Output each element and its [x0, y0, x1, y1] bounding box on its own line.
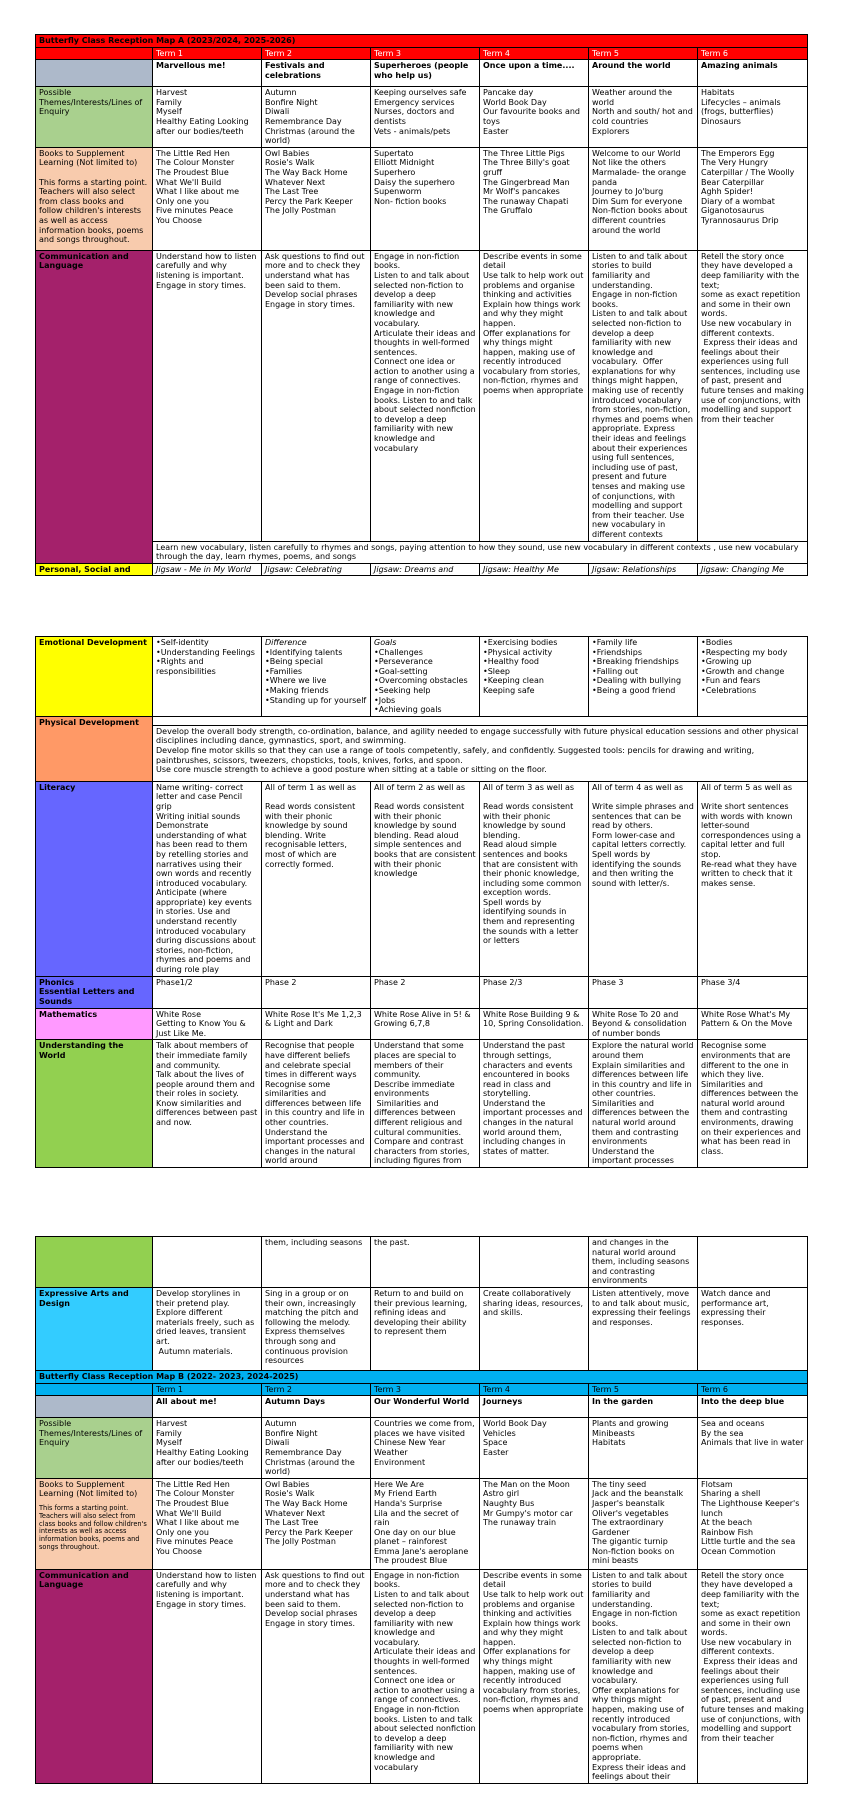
- utw-cont-cell: the past.: [371, 1237, 480, 1288]
- interests-cell: Pancake day World Book Day Our favourite books and toys Easter: [480, 87, 589, 148]
- theme-2: Festivals and celebrations: [262, 60, 371, 87]
- emotional-cell: [371, 637, 480, 717]
- list-item: • Celebrations: [701, 686, 804, 696]
- communication-cell: Retell the story once they have developed a deep familiarity with the text; some as exact repetition and some in their own words. Use new vocabulary in different contexts. Express their ideas and feelings about their experiences using full sentences, including use of past, present and future tenses and making use of conjunctions, with modelling and support from their teacher: [698, 1569, 808, 1783]
- books-cell: Welcome to our World Not like the others Marmalade- the orange panda Journey to Jo'burg Dim Sum for everyone Non-fiction books about different countries around the world: [589, 147, 698, 250]
- literacy-label: Literacy: [36, 781, 153, 976]
- utw-cont-cell: [153, 1237, 262, 1288]
- emotional-cell: [262, 637, 371, 717]
- books-cell: Flotsam Sharing a shell The Lighthouse Keeper's lunch At the beach Rainbow Fish Little turtle and the sea Ocean Commotion: [698, 1478, 808, 1569]
- books-cell: The tiny seed Jack and the beanstalk Jasper's beanstalk Oliver's vegetables The extraordinary Gardener The gigantic turnip Non-fiction books on mini beasts: [589, 1478, 698, 1569]
- pse-cell: Jigsaw: Celebrating: [262, 563, 371, 576]
- books-cell: Owl Babies Rosie's Walk The Way Back Home Whatever Next The Last Tree Percy the Park Keeper The Jolly Postman: [262, 1478, 371, 1569]
- list-item: • Family life: [592, 638, 694, 648]
- list-item: • Growing up: [701, 657, 804, 667]
- books-cell: Owl Babies Rosie's Walk The Way Back Home Whatever Next The Last Tree Percy the Park Keeper The Jolly Postman: [262, 147, 371, 250]
- communication-cell: Listen to and talk about stories to build familiarity and understanding. Engage in non-fiction books. Listen to and talk about selected non-fiction to develop a deep familiarity with new knowledge and vocabulary. Offer explanations for why things might happen, making use of recently introduced vocabulary from stories, non-fiction, rhymes and poems when appropriate. Express their ideas and feelings about their experiences using full sentences, including use of past, present and future tenses and making use of conjunctions, with modelling and support from their teacher. Use new vocabulary in different contexts: [589, 250, 698, 541]
- term-5: Term 5: [589, 47, 698, 60]
- interests-cell: Autumn Bonfire Night Diwali Remembrance Day Christmas (around the world): [262, 87, 371, 148]
- maths-cell: White Rose Getting to Know You & Just Like Me.: [153, 1008, 262, 1040]
- books-cell: The Little Red Hen The Colour Monster The Proudest Blue What We'll Build What I like about me Only one you Five minutes Peace You Choose: [153, 147, 262, 250]
- list-item: • Self-identity: [156, 638, 258, 648]
- utw-label: Understanding the World: [36, 1040, 153, 1168]
- pse-cell: Jigsaw: Relationships: [589, 563, 698, 576]
- list-item: • Friendships: [592, 648, 694, 658]
- list-item: • Exercising bodies: [483, 638, 585, 648]
- term-6: Term 6: [698, 47, 808, 60]
- list-item: • Falling out: [592, 667, 694, 677]
- list-item: • Dealing with bullying: [592, 676, 694, 686]
- theme-1: All about me!: [153, 1396, 262, 1418]
- emotional-heading: Goals: [374, 638, 397, 647]
- maths-cell: White Rose To 20 and Beyond & consolidation of number bonds: [589, 1008, 698, 1040]
- theme-corner: [36, 60, 153, 87]
- list-item: • Being special: [265, 657, 367, 667]
- list-item: • Perseverance: [374, 657, 476, 667]
- list-item: • Achieving goals: [374, 705, 476, 715]
- emotional-cell: [480, 637, 589, 717]
- maths-label: Mathematics: [36, 1008, 153, 1040]
- phonics-cell: Phase 3/4: [698, 976, 808, 1008]
- ead-cell: Develop storylines in their pretend play. Explore different materials freely, such as dried leaves, transient art. Autumn materials.: [153, 1287, 262, 1370]
- books-label: Books to Supplement Learning (Not limited to) This forms a starting point. Teachers will also select from class books and follow children's interests as well as access information books, poems and songs throughout.: [36, 147, 153, 250]
- interests-cell: Weather around the world North and south/ hot and cold countries Explorers: [589, 87, 698, 148]
- maths-cell: White Rose Alive in 5! & Growing 6,7,8: [371, 1008, 480, 1040]
- phonics-label: Phonics Essential Letters and Sounds: [36, 976, 153, 1008]
- term-1: Term 1: [153, 47, 262, 60]
- list-item: • Fun and fears: [701, 676, 804, 686]
- physical-label: Physical Development: [36, 716, 153, 781]
- literacy-cell: Name writing- correct letter and case Pencil grip Writing initial sounds Demonstrate understanding of what has been read to them by retelling stories and narratives using their own words and recently introduced vocabulary. Anticipate (where appropriate) key events in stories. Use and understand recently introduced vocabulary during discussions about stories, non-fiction, rhymes and poems and during role play: [153, 781, 262, 976]
- communication-cell: Ask questions to find out more and to check they understand what has been said to them. Develop social phrases Engage in story times.: [262, 1569, 371, 1783]
- literacy-cell: All of term 4 as well as Write simple phrases and sentences that can be read by others. Form lower-case and capital letters correctly. Spell words by identifying the sounds and then writing the sound with letter/s.: [589, 781, 698, 976]
- books-cell: The Emperors Egg The Very Hungry Caterpillar / The Woolly Bear Caterpillar Aghh Spider! Diary of a wombat Giganotosaurus Tyrannosaurus Drip: [698, 147, 808, 250]
- list-item: • Understanding Feelings: [156, 648, 258, 658]
- list-item: • Being a good friend: [592, 686, 694, 696]
- interests-cell: Harvest Family Myself Healthy Eating Looking after our bodies/teeth: [153, 1418, 262, 1479]
- communication-footer: Learn new vocabulary, listen carefully to rhymes and songs, paying attention to how they sound, use new vocabulary in different contexts , use new vocabulary through the day, learn rhymes, poems, and songs: [153, 541, 808, 563]
- list-item: • Identifying talents: [265, 648, 367, 658]
- term-3: Term 3: [371, 47, 480, 60]
- theme-3: Our Wonderful World: [371, 1396, 480, 1418]
- term-corner: [36, 47, 153, 60]
- interests-cell: Sea and oceans By the sea Animals that live in water: [698, 1418, 808, 1479]
- interests-cell: Countries we come from, places we have visited Chinese New Year Weather Environment: [371, 1418, 480, 1479]
- communication-cell: Retell the story once they have developed a deep familiarity with the text; some as exact repetition and some in their own words. Use new vocabulary in different contexts. Express their ideas and feelings about their experiences using full sentences, including use of past, present and future tenses and making use of conjunctions, with modelling and support from their teacher: [698, 250, 808, 541]
- emotional-cell: [698, 637, 808, 717]
- communication-cell: Describe events in some detail Use talk to help work out problems and organise thinking and activities Explain how things work and why they might happen. Offer explanations for why things might happen, making use of recently introduced vocabulary from stories, non-fiction, rhymes and poems when appropriate: [480, 250, 589, 541]
- utw-cont-cell: [698, 1237, 808, 1288]
- list-item: • Overcoming obstacles: [374, 676, 476, 686]
- term-5: Term 5: [589, 1383, 698, 1396]
- map-a-title: Butterfly Class Reception Map A (2023/2024, 2025-2026): [36, 35, 808, 48]
- interests-cell: Habitats Lifecycles – animals (frogs, butterflies) Dinosaurs: [698, 87, 808, 148]
- books-label-note: This forms a starting point. Teachers will also select from class books and follow children's interests as well as access information books, poems and songs throughout.: [39, 1503, 147, 1551]
- emotional-cell: [589, 637, 698, 717]
- pse-cell: Jigsaw: Changing Me: [698, 563, 808, 576]
- phonics-cell: Phase 2/3: [480, 976, 589, 1008]
- communication-label: Communication and Language: [36, 250, 153, 563]
- books-label: [36, 1478, 153, 1569]
- literacy-cell: All of term 3 as well as Read words consistent with their phonic knowledge by sound blending. Read aloud simple sentences and books that are consistent with their phonic knowledge, including some common exception words. Spell words by identifying sounds in them and representing the sounds with a letter or letters: [480, 781, 589, 976]
- interests-label: Possible Themes/Interests/Lines of Enquiry: [36, 1418, 153, 1479]
- emotional-cell: [153, 637, 262, 717]
- pse-label: Personal, Social and: [36, 563, 153, 576]
- communication-label: Communication and Language: [36, 1569, 153, 1783]
- list-item: • Sleep: [483, 667, 585, 677]
- theme-6: Into the deep blue: [698, 1396, 808, 1418]
- utw-cell: Explore the natural world around them Explain similarities and differences between life in this country and life in other countries. Similarities and differences between the natural world around them and contrasting environments Understand the important processes: [589, 1040, 698, 1168]
- books-cell: The Little Red Hen The Colour Monster The Proudest Blue What We'll Build What I like about me Only one you Five minutes Peace You Choose: [153, 1478, 262, 1569]
- communication-cell: Ask questions to find out more and to check they understand what has been said to them. Develop social phrases Engage in story times.: [262, 250, 371, 541]
- list-item: • Growth and change: [701, 667, 804, 677]
- ead-cell: Watch dance and performance art, expressing their responses.: [698, 1287, 808, 1370]
- books-label-title: Books to Supplement Learning (Not limited to): [39, 1479, 138, 1499]
- interests-cell: Plants and growing Minibeasts Habitats: [589, 1418, 698, 1479]
- map-a-table: [35, 34, 808, 576]
- books-cell: The Three Little Pigs The Three Billy's goat gruff The Gingerbread Man Mr Wolf's pancakes The runaway Chapati The Gruffalo: [480, 147, 589, 250]
- theme-3: Superheroes (people who help us): [371, 60, 480, 87]
- map-a-table-cont: [35, 636, 808, 1168]
- utw-cont-cell: them, including seasons: [262, 1237, 371, 1288]
- communication-cell: Understand how to listen carefully and why listening is important. Engage in story times.: [153, 1569, 262, 1783]
- maths-cell: White Rose What's My Pattern & On the Move: [698, 1008, 808, 1040]
- utw-cont-cell: and changes in the natural world around them, including seasons and contrasting environments: [589, 1237, 698, 1288]
- phonics-cell: Phase 2: [371, 976, 480, 1008]
- emotional-label: Emotional Development: [36, 637, 153, 717]
- ead-label: Expressive Arts and Design: [36, 1287, 153, 1370]
- interests-cell: Keeping ourselves safe Emergency services Nurses, doctors and dentists Vets - animals/pets: [371, 87, 480, 148]
- term-2: Term 2: [262, 1383, 371, 1396]
- utw-cell: Talk about members of their immediate family and community. Talk about the lives of people around them and their roles in society. Know similarities and differences between past and now.: [153, 1040, 262, 1168]
- phonics-cell: Phase 3: [589, 976, 698, 1008]
- term-1: Term 1: [153, 1383, 262, 1396]
- ead-cell: Create collaboratively sharing ideas, resources, and skills.: [480, 1287, 589, 1370]
- books-cell: The Man on the Moon Astro girl Naughty Bus Mr Gumpy's motor car The runaway train: [480, 1478, 589, 1569]
- list-item: • Bodies: [701, 638, 804, 648]
- literacy-cell: All of term 5 as well as Write short sentences with words with known letter-sound correspondences using a capital letter and full stop. Re-read what they have written to check that it makes sense.: [698, 781, 808, 976]
- utw-cell: Recognise some environments that are different to the one in which they live. Similarities and differences between the natural world around them and contrasting environments, drawing on their experiences and what has been read in class.: [698, 1040, 808, 1168]
- theme-corner: [36, 1396, 153, 1418]
- utw-cell: Understand the past through settings, characters and events encountered in books read in class and storytelling. Understand the important processes and changes in the natural world around them, including changes in states of matter.: [480, 1040, 589, 1168]
- term-3: Term 3: [371, 1383, 480, 1396]
- utw-label-cont: [36, 1237, 153, 1288]
- list-item: • Keeping clean: [483, 676, 585, 686]
- list-item: • Rights and responsibilities: [156, 657, 258, 676]
- map-b-title: Butterfly Class Reception Map B (2022- 2023, 2024-2025): [36, 1370, 808, 1383]
- physical-spacer: [153, 716, 808, 725]
- theme-6: Amazing animals: [698, 60, 808, 87]
- ead-cell: Return to and build on their previous learning, refining ideas and developing their ability to represent them: [371, 1287, 480, 1370]
- utw-cont-cell: [480, 1237, 589, 1288]
- theme-4: Journeys: [480, 1396, 589, 1418]
- theme-5: In the garden: [589, 1396, 698, 1418]
- emotional-extra: Keeping safe: [483, 685, 535, 695]
- communication-cell: Engage in non-fiction books. Listen to and talk about selected non-fiction to develop a deep familiarity with new knowledge and vocabulary. Articulate their ideas and thoughts in well-formed sentences. Connect one idea or action to another using a range of connectives. Engage in non-fiction books. Listen to and talk about selected nonfiction to develop a deep familiarity with new knowledge and vocabulary: [371, 1569, 480, 1783]
- list-item: • Standing up for yourself: [265, 696, 367, 706]
- list-item: • Where we live: [265, 676, 367, 686]
- list-item: • Challenges: [374, 648, 476, 658]
- theme-2: Autumn Days: [262, 1396, 371, 1418]
- list-item: • Families: [265, 667, 367, 677]
- interests-cell: Autumn Bonfire Night Diwali Remembrance Day Christmas (around the world): [262, 1418, 371, 1479]
- list-item: • Breaking friendships: [592, 657, 694, 667]
- ead-cell: Listen attentively, move to and talk about music, expressing their feelings and responses.: [589, 1287, 698, 1370]
- pse-cell: Jigsaw: Healthy Me: [480, 563, 589, 576]
- utw-cell: Understand that some places are special to members of their community. Describe immediate environments Similarities and differences between different religious and cultural communities. Compare and contrast characters from stories, including figures from: [371, 1040, 480, 1168]
- interests-label: Possible Themes/Interests/Lines of Enquiry: [36, 87, 153, 148]
- list-item: • Jobs: [374, 696, 476, 706]
- maths-cell: White Rose Building 9 & 10, Spring Consolidation.: [480, 1008, 589, 1040]
- map-b-table: [35, 1236, 808, 1784]
- theme-5: Around the world: [589, 60, 698, 87]
- list-item: • Physical activity: [483, 648, 585, 658]
- list-item: • Goal-setting: [374, 667, 476, 677]
- books-cell: Here We Are My Friend Earth Handa's Surprise Lila and the secret of rain One day on our blue planet – rainforest Emma Jane's aeroplane The proudest Blue: [371, 1478, 480, 1569]
- phonics-cell: Phase1/2: [153, 976, 262, 1008]
- literacy-cell: All of term 2 as well as Read words consistent with their phonic knowledge by sound blending. Read aloud simple sentences and books that are consistent with their phonic knowledge: [371, 781, 480, 976]
- interests-cell: Harvest Family Myself Healthy Eating Looking after our bodies/teeth: [153, 87, 262, 148]
- communication-cell: Engage in non-fiction books. Listen to and talk about selected non-fiction to develop a deep familiarity with new knowledge and vocabulary. Articulate their ideas and thoughts in well-formed sentences. Connect one idea or action to another using a range of connectives. Engage in non-fiction books. Listen to and talk about selected nonfiction to develop a deep familiarity with new knowledge and vocabulary: [371, 250, 480, 541]
- communication-cell: Describe events in some detail Use talk to help work out problems and organise thinking and activities Explain how things work and why they might happen. Offer explanations for why things might happen, making use of recently introduced vocabulary from stories, non-fiction, rhymes and poems when appropriate: [480, 1569, 589, 1783]
- pse-cell: Jigsaw: Dreams and: [371, 563, 480, 576]
- term-corner: [36, 1383, 153, 1396]
- physical-text: Develop the overall body strength, co-ordination, balance, and agility needed to engage successfully with future physical education sessions and other physical disciplines including dance, gymnastics, sport, and swimming. Develop fine motor skills so that they can use a range of tools competently, safely, and confidently. Suggested tools: pencils for drawing and writing, paintbrushes, scissors, tweezers, chopsticks, tools, knives, forks, and spoon. Use core muscle strength to achieve a good posture when sitting at a table or sitting on the floor.: [153, 725, 808, 781]
- term-2: Term 2: [262, 47, 371, 60]
- theme-4: Once upon a time....: [480, 60, 589, 87]
- pse-cell: Jigsaw - Me in My World: [153, 563, 262, 576]
- books-cell: Supertato Elliott Midnight Superhero Daisy the superhero Supenworm Non- fiction books: [371, 147, 480, 250]
- phonics-cell: Phase 2: [262, 976, 371, 1008]
- term-4: Term 4: [480, 47, 589, 60]
- maths-cell: White Rose It's Me 1,2,3 & Light and Dark: [262, 1008, 371, 1040]
- list-item: • Seeking help: [374, 686, 476, 696]
- interests-cell: World Book Day Vehicles Space Easter: [480, 1418, 589, 1479]
- literacy-cell: All of term 1 as well as Read words consistent with their phonic knowledge by sound blending. Write recognisable letters, most of which are correctly formed.: [262, 781, 371, 976]
- list-item: • Respecting my body: [701, 648, 804, 658]
- theme-1: Marvellous me!: [153, 60, 262, 87]
- term-4: Term 4: [480, 1383, 589, 1396]
- list-item: • Making friends: [265, 686, 367, 696]
- communication-cell: Understand how to listen carefully and why listening is important. Engage in story times.: [153, 250, 262, 541]
- utw-cell: Recognise that people have different beliefs and celebrate special times in different ways Recognise some similarities and differences between life in this country and life in other countries. Understand the important processes and changes in the natural world around: [262, 1040, 371, 1168]
- emotional-heading: Difference: [265, 638, 307, 647]
- list-item: • Healthy food: [483, 657, 585, 667]
- communication-cell: Listen to and talk about stories to build familiarity and understanding. Engage in non-fiction books. Listen to and talk about selected non-fiction to develop a deep familiarity with new knowledge and vocabulary. Offer explanations for why things might happen, making use of recently introduced vocabulary from stories, non-fiction, rhymes and poems when appropriate. Express their ideas and feelings about their: [589, 1569, 698, 1783]
- term-6: Term 6: [698, 1383, 808, 1396]
- ead-cell: Sing in a group or on their own, increasingly matching the pitch and following the melody. Express themselves through song and continuous provision resources: [262, 1287, 371, 1370]
